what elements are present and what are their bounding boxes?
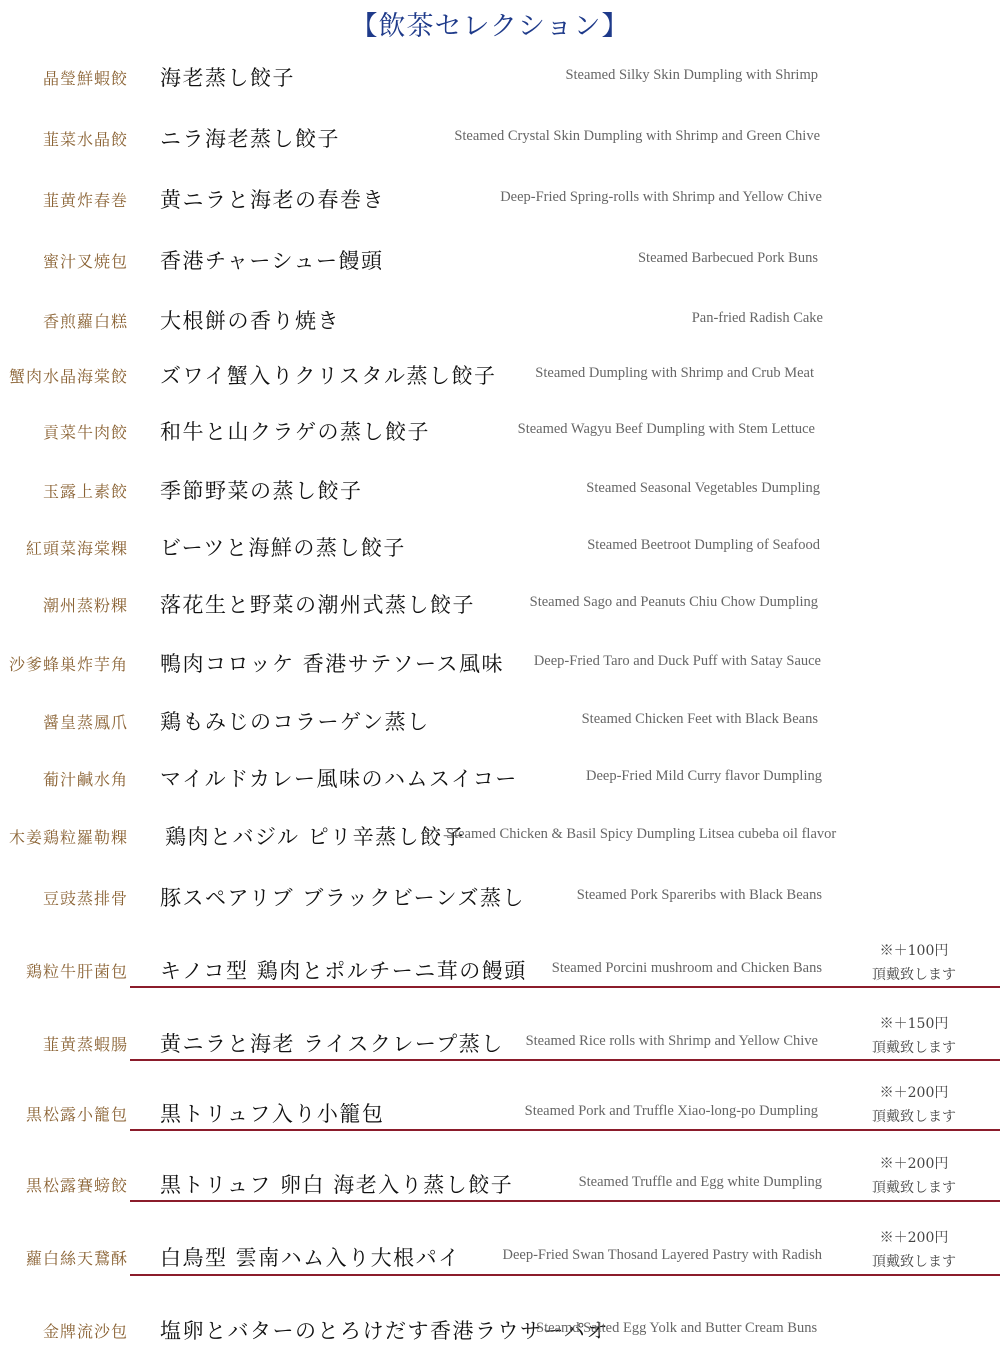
chinese-name: 鶏粒牛肝菌包 [25,962,128,981]
chinese-name: 韮黄炸春巻 [42,191,128,210]
chinese-name: 韮黄蒸蝦腸 [42,1035,128,1054]
japanese-name: 黄ニラと海老の春巻き [160,188,385,212]
surcharge-note [854,1152,974,1200]
menu-item-row [0,648,1000,678]
english-name: Steamed Pork Spareribs with Black Beans [576,887,822,903]
japanese-name: ビーツと海鮮の蒸し餃子 [160,536,406,560]
english-name: Steamed Silky Skin Dumpling with Shrimp [565,67,818,83]
divider [130,986,1000,988]
japanese-name: ニラ海老蒸し餃子 [160,127,340,151]
japanese-name: マイルドカレー風味のハムスイコー [160,767,518,791]
chinese-name: 紅頭菜海棠粿 [25,539,128,558]
menu-item-row [0,305,1000,335]
english-name: Steamed Seasonal Vegetables Dumpling [586,480,820,496]
japanese-name: キノコ型 鶏肉とポルチーニ茸の饅頭 [160,959,527,983]
english-name: Steamed Rice rolls with Shrimp and Yellow Chive [525,1033,818,1049]
chinese-name: 醤皇蒸鳳爪 [42,713,128,732]
menu-item-row [0,706,1000,736]
english-name: Steamed Sago and Peanuts Chiu Chow Dumpling [529,594,818,610]
chinese-name: 潮州蒸粉粿 [42,596,128,615]
english-name: Steamed Truffle and Egg white Dumpling [578,1174,822,1190]
english-name: Steamed Pork and Truffle Xiao-long-po Dumpling [524,1103,818,1119]
english-name: Steamed Dumpling with Shrimp and Crub Meat [535,365,814,381]
english-name: Deep-Fried Taro and Duck Puff with Satay Sauce [533,653,821,669]
surcharge-note [854,939,974,987]
japanese-name: 鶏肉とバジル ピリ辛蒸し餃子 [165,825,466,849]
english-name: Deep-Fried Swan Thosand Layered Pastry with Radish [502,1247,822,1263]
surcharge-price: ※＋200円 [879,1230,949,1246]
menu-item-row [0,245,1000,275]
japanese-name: ズワイ蟹入りクリスタル蒸し餃子 [160,364,497,388]
surcharge-text: 頂戴致します [872,1040,956,1056]
menu-item-row [0,1315,1000,1345]
english-name: Steamed Crystal Skin Dumpling with Shrimp and Green Chive [454,128,820,144]
chinese-name: 木姜鶏粒羅勒粿 [8,828,128,847]
menu-item-row [0,475,1000,505]
japanese-name: 海老蒸し餃子 [160,66,295,90]
japanese-name: 鴨肉コロッケ 香港サテソース風味 [160,652,504,676]
chinese-name: 黒松露賽螃餃 [25,1176,128,1195]
menu-item-row [0,360,1000,390]
divider [130,1129,1000,1131]
english-name: Pan-fried Radish Cake [691,310,823,326]
japanese-name: 香港チャーシュー饅頭 [160,249,384,273]
menu-item-row [0,416,1000,446]
surcharge-price: ※＋150円 [879,1016,949,1032]
menu-item-row [0,532,1000,562]
menu-item-row [0,882,1000,912]
chinese-name: 黒松露小籠包 [25,1105,128,1124]
chinese-name: 晶瑩鮮蝦餃 [42,69,128,88]
english-name: Steamed Barbecued Pork Buns [637,250,818,266]
english-name: Steamed Beetroot Dumpling of Seafood [587,537,820,553]
surcharge-text: 頂戴致します [872,1254,956,1270]
chinese-name: 金牌流沙包 [42,1322,128,1341]
surcharge-text: 頂戴致します [872,1180,956,1196]
surcharge-text: 頂戴致します [872,1109,956,1125]
japanese-name: 塩卵とバターのとろけだす香港ラウサーパオ [160,1319,609,1343]
menu-item-row [0,1242,1000,1272]
chinese-name: 韮菜水晶餃 [42,130,128,149]
surcharge-note [854,1012,974,1060]
chinese-name: 蜜汁叉焼包 [42,252,128,271]
surcharge-text: 頂戴致します [872,967,956,983]
chinese-name: 玉露上素餃 [42,482,128,501]
menu-item-row [0,589,1000,619]
japanese-name: 黒トリュフ 卵白 海老入り蒸し餃子 [160,1173,514,1197]
menu-item-row [0,62,1000,92]
english-name: Steamed Porcini mushroom and Chicken Bans [551,960,822,976]
japanese-name: 落花生と野菜の潮州式蒸し餃子 [160,593,475,617]
divider [130,1274,1000,1276]
english-name: Deep-Fried Mild Curry flavor Dumpling [586,768,822,784]
surcharge-note [854,1081,974,1129]
japanese-name: 白鳥型 雲南ハム入り大根パイ [160,1246,461,1270]
japanese-name: 大根餅の香り焼き [160,309,340,333]
page-title: 【飲茶セレクション】 [350,11,630,42]
surcharge-price: ※＋100円 [879,943,949,959]
chinese-name: 蘿白絲天鵞酥 [25,1249,128,1268]
chinese-name: 香煎蘿白糕 [42,312,128,331]
japanese-name: 鶏もみじのコラーゲン蒸し [160,710,430,734]
divider [130,1200,1000,1202]
menu-item-row [0,955,1000,985]
menu-item-row [0,1169,1000,1199]
english-name: Steamed Chicken Feet with Black Beans [581,711,818,727]
surcharge-note [854,1226,974,1274]
japanese-name: 和牛と山クラゲの蒸し餃子 [160,420,430,444]
menu-item-row [0,821,1000,851]
japanese-name: 豚スペアリブ ブラックビーンズ蒸し [160,886,526,910]
english-name: Steamd Salted Egg Yolk and Butter Cream Buns [536,1320,818,1336]
chinese-name: 豆豉蒸排骨 [42,889,128,908]
menu-item-row [0,184,1000,214]
menu-item-row [0,123,1000,153]
japanese-name: 黄ニラと海老 ライスクレープ蒸し [160,1032,504,1056]
english-name: Steamed Wagyu Beef Dumpling with Stem Lettuce [517,421,815,437]
chinese-name: 葡汁鹹水角 [42,770,128,789]
surcharge-price: ※＋200円 [879,1085,949,1101]
english-name: Deep-Fried Spring-rolls with Shrimp and Yellow Chive [500,189,822,205]
divider [130,1059,1000,1061]
english-name: Steamed Chicken & Basil Spicy Dumpling Litsea cubeba oil flavor [446,826,837,842]
menu-item-row [0,1028,1000,1058]
chinese-name: 沙爹蜂巣炸芋角 [8,655,128,674]
japanese-name: 黒トリュフ入り小籠包 [160,1102,385,1126]
chinese-name: 蟹肉水晶海棠餃 [8,367,128,386]
japanese-name: 季節野菜の蒸し餃子 [160,479,363,503]
surcharge-price: ※＋200円 [879,1156,949,1172]
menu-item-row [0,763,1000,793]
menu-item-row [0,1098,1000,1128]
chinese-name: 貢菜牛肉餃 [42,423,128,442]
